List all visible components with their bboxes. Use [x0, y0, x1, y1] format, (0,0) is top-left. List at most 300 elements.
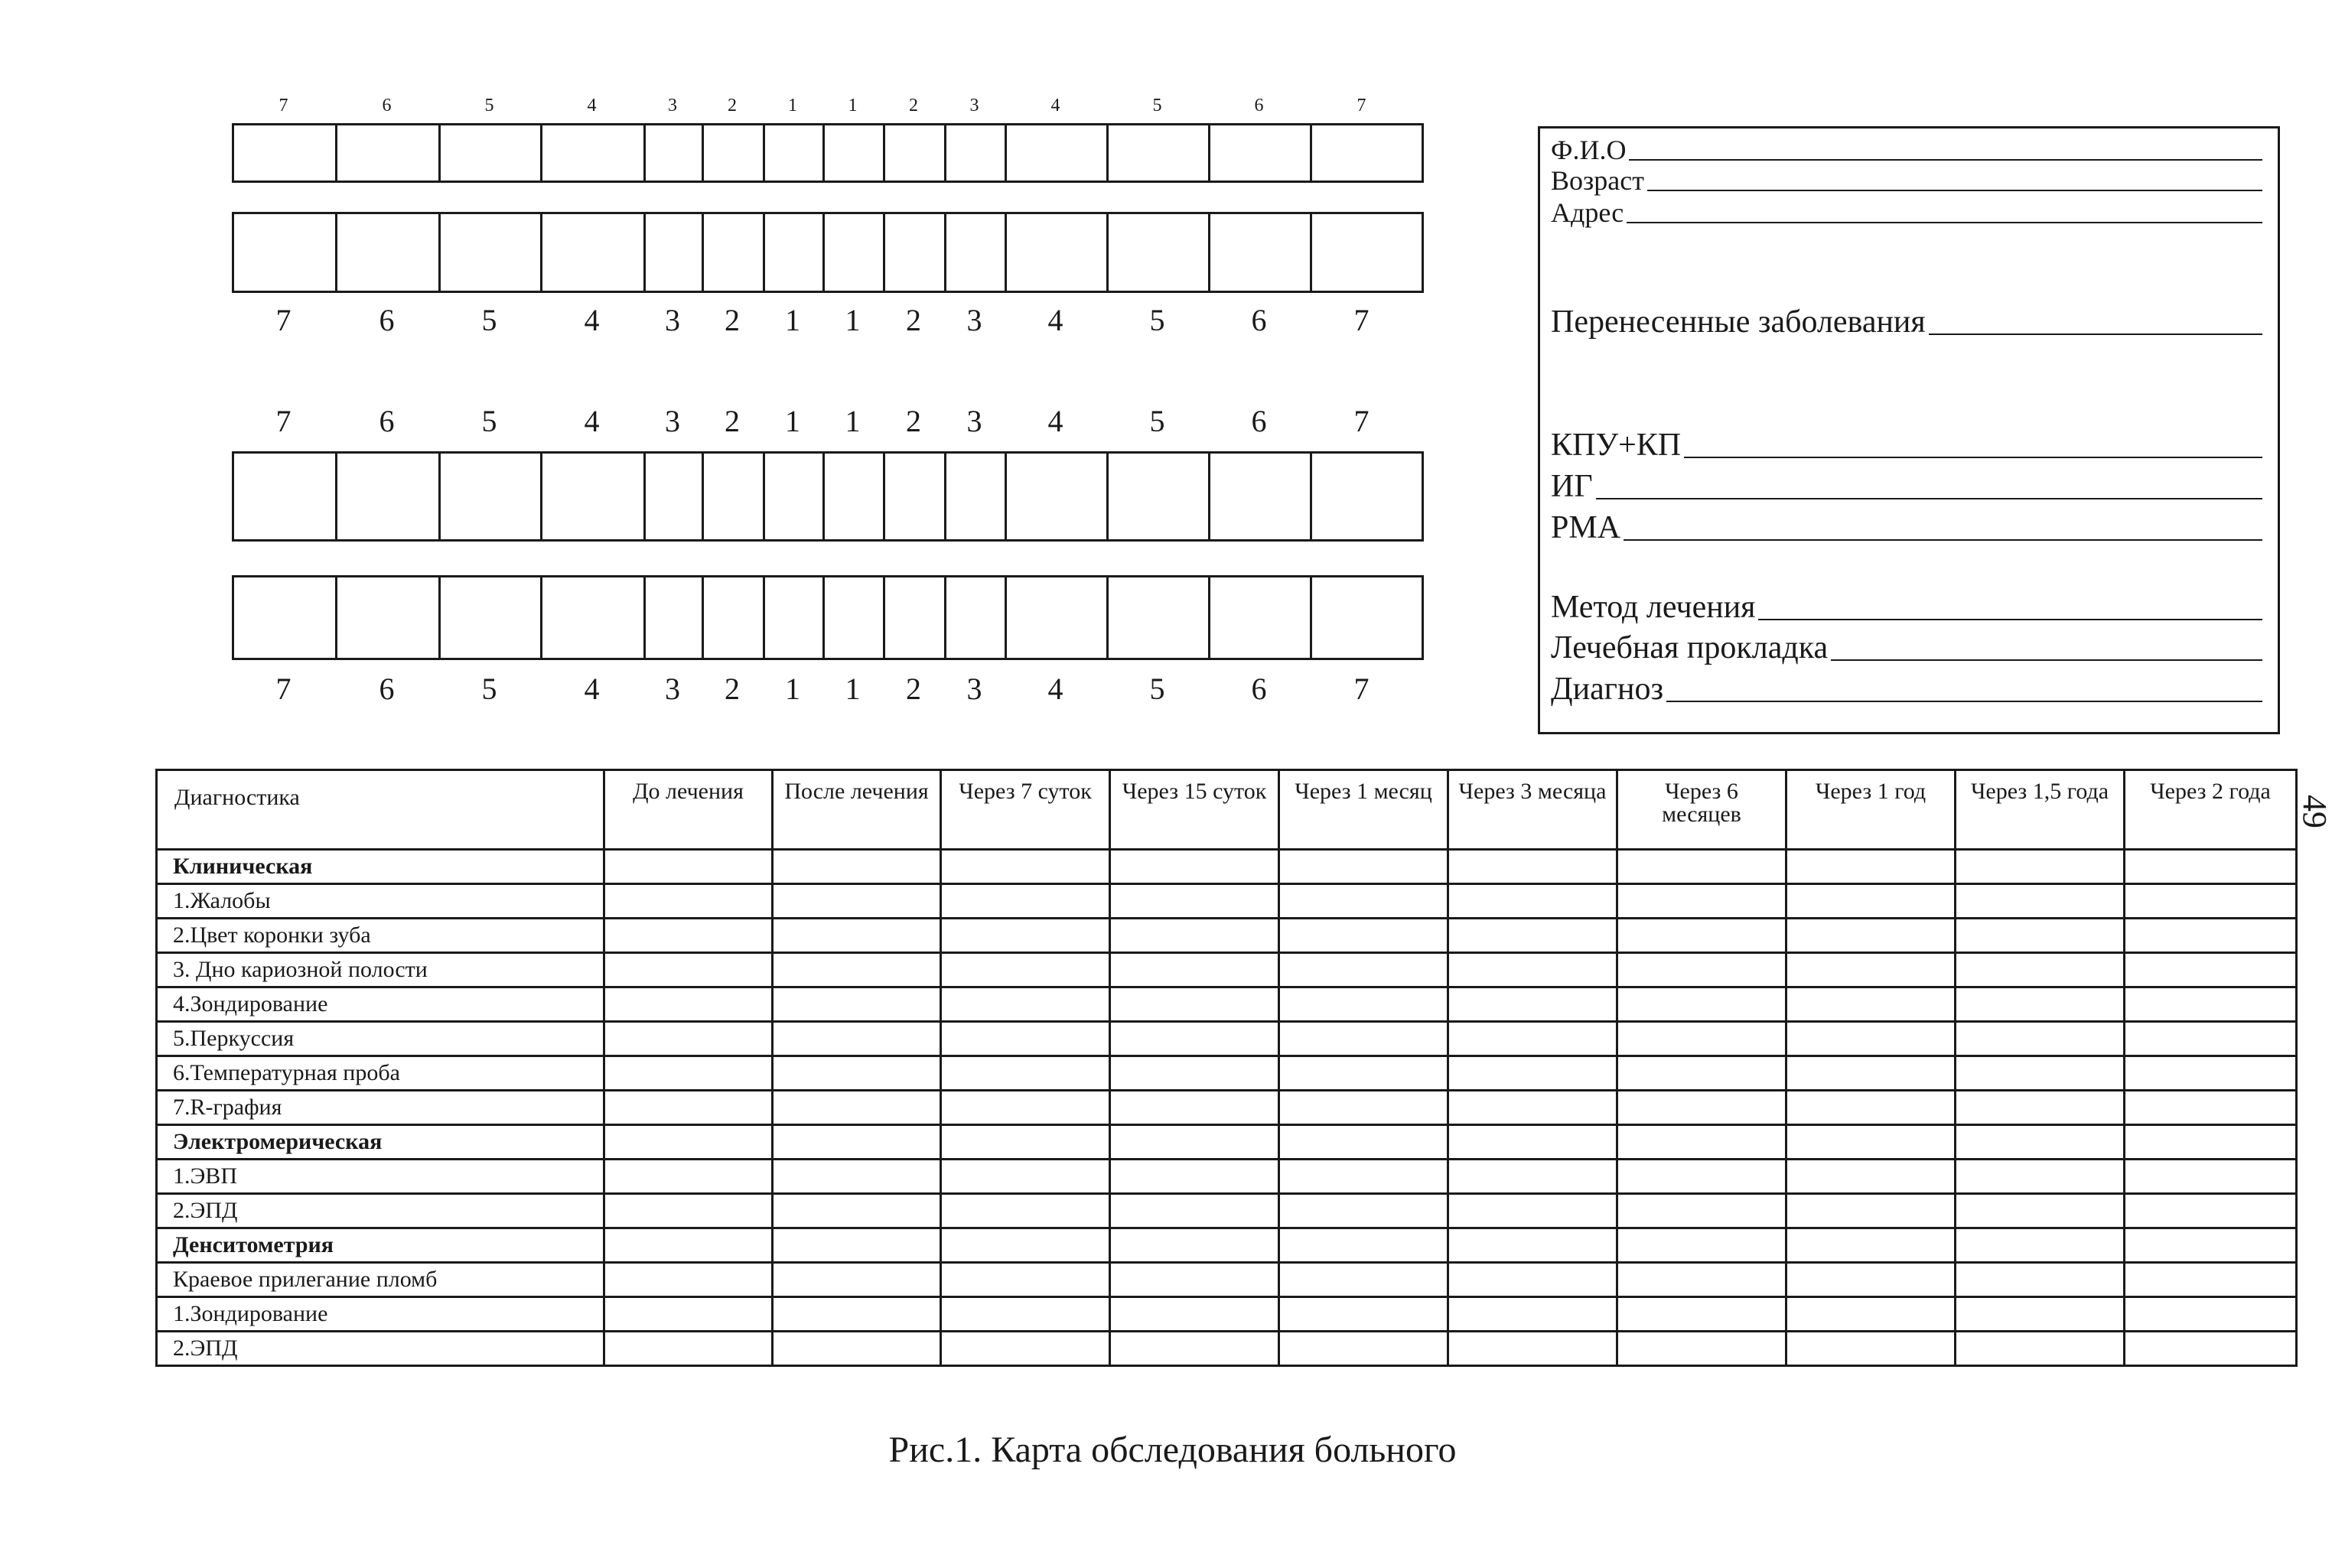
table-entry-cell[interactable] [1786, 1332, 1956, 1366]
tooth-number: 4 [584, 403, 600, 438]
table-entry-cell[interactable] [941, 1263, 1110, 1297]
tooth-number: 7 [1353, 403, 1370, 438]
tooth-cell[interactable] [885, 125, 946, 181]
table-entry-cell[interactable] [1279, 850, 1448, 884]
table-entry-cell[interactable] [1110, 1160, 1279, 1194]
table-entry-cell[interactable] [2125, 1332, 2297, 1366]
tooth-cell[interactable] [1312, 214, 1415, 291]
table-entry-cell[interactable] [1448, 987, 1617, 1022]
tooth-number: 5 [481, 403, 497, 438]
tooth-cell[interactable] [1007, 125, 1109, 181]
row-label: 3. Дно кариозной полости [157, 953, 604, 987]
tooth-number: 1 [785, 403, 800, 438]
tooth-cell[interactable] [1007, 577, 1109, 658]
tooth-number: 6 [1251, 671, 1267, 706]
tooth-cell[interactable] [1312, 577, 1415, 658]
method-line[interactable] [1758, 619, 2262, 620]
table-entry-cell[interactable] [604, 1022, 773, 1056]
tooth-cell[interactable] [704, 214, 765, 291]
table-entry-cell[interactable] [1110, 1091, 1279, 1125]
tooth-number: 4 [1050, 95, 1060, 115]
table-entry-cell[interactable] [2125, 1228, 2297, 1263]
tooth-number: 2 [725, 671, 740, 706]
table-entry-cell[interactable] [941, 1160, 1110, 1194]
table-entry-cell[interactable] [1786, 850, 1956, 884]
tooth-cell[interactable] [825, 454, 885, 539]
table-entry-cell[interactable] [1110, 1228, 1279, 1263]
tooth-number: 3 [665, 403, 680, 438]
table-entry-cell[interactable] [941, 1022, 1110, 1056]
table-entry-cell[interactable] [2125, 1160, 2297, 1194]
tooth-cell[interactable] [765, 214, 825, 291]
table-entry-cell[interactable] [941, 1125, 1110, 1160]
table-entry-cell[interactable] [1448, 1297, 1617, 1332]
table-entry-cell[interactable] [1110, 987, 1279, 1022]
table-entry-cell[interactable] [773, 1263, 941, 1297]
table-row [157, 884, 2297, 919]
table-entry-cell[interactable] [1617, 1332, 1786, 1366]
table-entry-cell[interactable] [1448, 850, 1617, 884]
tooth-cell[interactable] [337, 214, 441, 291]
tooth-cell[interactable] [825, 125, 885, 181]
tooth-cell[interactable] [946, 214, 1007, 291]
tooth-cell[interactable] [542, 125, 646, 181]
tooth-number: 5 [1149, 302, 1165, 337]
table-entry-cell[interactable] [2125, 1022, 2297, 1056]
table-entry-cell[interactable] [1279, 919, 1448, 953]
table-entry-cell[interactable] [941, 953, 1110, 987]
table-entry-cell[interactable] [1617, 1228, 1786, 1263]
tooth-cell[interactable] [1210, 214, 1312, 291]
tooth-cell[interactable] [234, 214, 337, 291]
row-label: 1.Жалобы [157, 884, 604, 919]
tooth-cell[interactable] [1007, 454, 1109, 539]
tooth-cell[interactable] [441, 214, 542, 291]
tooth-cell[interactable] [441, 577, 542, 658]
tooth-cell[interactable] [1312, 454, 1415, 539]
table-entry-cell[interactable] [604, 1160, 773, 1194]
table-header-cell: Через 1 месяц [1279, 770, 1448, 850]
table-header-cell: Диагностика [157, 770, 604, 850]
table-entry-cell[interactable] [1448, 1228, 1617, 1263]
tooth-cell[interactable] [337, 577, 441, 658]
table-entry-cell[interactable] [1617, 850, 1786, 884]
table-entry-cell[interactable] [1110, 953, 1279, 987]
tooth-numbers-row-3 [232, 398, 1422, 444]
table-entry-cell[interactable] [1110, 1332, 1279, 1366]
row-label: 2.ЭПД [157, 1194, 604, 1228]
table-entry-cell[interactable] [1448, 953, 1617, 987]
table-entry-cell[interactable] [1279, 1022, 1448, 1056]
tooth-number: 5 [481, 302, 497, 337]
table-entry-cell[interactable] [1110, 1194, 1279, 1228]
tooth-cell[interactable] [1312, 125, 1415, 181]
table-entry-cell[interactable] [1956, 1125, 2125, 1160]
table-entry-cell[interactable] [1279, 1297, 1448, 1332]
table-entry-cell[interactable] [941, 884, 1110, 919]
tooth-number: 2 [906, 671, 921, 706]
diagnosis-line[interactable] [1666, 701, 2262, 702]
table-entry-cell[interactable] [941, 1194, 1110, 1228]
table-entry-cell[interactable] [604, 1263, 773, 1297]
table-entry-cell[interactable] [1448, 1194, 1617, 1228]
table-entry-cell[interactable] [1617, 1091, 1786, 1125]
table-entry-cell[interactable] [773, 1297, 941, 1332]
tooth-cell[interactable] [825, 577, 885, 658]
table-entry-cell[interactable] [773, 1228, 941, 1263]
row-label: 4.Зондирование [157, 987, 604, 1022]
kpu-label: КПУ+КП [1551, 428, 1682, 463]
table-entry-cell[interactable] [604, 884, 773, 919]
age-line[interactable] [1647, 190, 2262, 191]
table-entry-cell[interactable] [2125, 953, 2297, 987]
table-entry-cell[interactable] [1617, 953, 1786, 987]
tooth-cell[interactable] [441, 125, 542, 181]
tooth-cell[interactable] [765, 454, 825, 539]
tooth-cell[interactable] [704, 454, 765, 539]
tooth-number: 6 [1254, 95, 1264, 115]
table-entry-cell[interactable] [773, 1022, 941, 1056]
tooth-cell[interactable] [1210, 125, 1312, 181]
table-entry-cell[interactable] [773, 987, 941, 1022]
tooth-cell[interactable] [1109, 454, 1210, 539]
table-entry-cell[interactable] [2125, 1056, 2297, 1091]
tooth-cell[interactable] [1007, 214, 1109, 291]
tooth-number: 3 [969, 95, 979, 115]
tooth-number: 1 [845, 302, 861, 337]
tooth-number: 1 [848, 95, 858, 115]
table-entry-cell[interactable] [941, 1091, 1110, 1125]
table-entry-cell[interactable] [1110, 1022, 1279, 1056]
table-entry-cell[interactable] [1786, 1297, 1956, 1332]
tooth-number: 7 [1357, 95, 1366, 115]
table-entry-cell[interactable] [1956, 1263, 2125, 1297]
table-entry-cell[interactable] [773, 919, 941, 953]
rma-line[interactable] [1624, 539, 2262, 541]
diagnosis-field [1551, 673, 2262, 705]
table-entry-cell[interactable] [2125, 1125, 2297, 1160]
table-entry-cell[interactable] [604, 850, 773, 884]
tooth-cell[interactable] [885, 214, 946, 291]
kpu-line[interactable] [1684, 457, 2262, 458]
table-entry-cell[interactable] [1448, 1022, 1617, 1056]
age-label: Возраст [1551, 165, 1644, 196]
table-entry-cell[interactable] [1279, 953, 1448, 987]
row-label: 2.Цвет коронки зуба [157, 919, 604, 953]
table-entry-cell[interactable] [941, 1228, 1110, 1263]
table-entry-cell[interactable] [1786, 1056, 1956, 1091]
table-entry-cell[interactable] [1956, 919, 2125, 953]
table-entry-cell[interactable] [1617, 1194, 1786, 1228]
ig-line[interactable] [1596, 498, 2262, 499]
tooth-number: 6 [379, 403, 395, 438]
tooth-number: 4 [584, 671, 600, 706]
table-entry-cell[interactable] [604, 1125, 773, 1160]
table-entry-cell[interactable] [773, 1332, 941, 1366]
tooth-number: 7 [275, 403, 291, 438]
tooth-numbers-top-small [232, 94, 1422, 117]
tooth-grid-row-4 [232, 575, 1424, 660]
tooth-number: 5 [1152, 95, 1162, 115]
table-entry-cell[interactable] [773, 1056, 941, 1091]
table-entry-cell[interactable] [1956, 1297, 2125, 1332]
table-entry-cell[interactable] [1279, 1263, 1448, 1297]
table-entry-cell[interactable] [1617, 1160, 1786, 1194]
pad-field [1551, 632, 2262, 664]
table-entry-cell[interactable] [773, 850, 941, 884]
row-label: 1.Зондирование [157, 1297, 604, 1332]
table-entry-cell[interactable] [773, 1194, 941, 1228]
table-row [157, 1228, 2297, 1263]
table-entry-cell[interactable] [1279, 1228, 1448, 1263]
pad-label: Лечебная прокладка [1551, 630, 1829, 665]
table-header-cell: Через 1,5 года [1956, 770, 2125, 850]
table-entry-cell[interactable] [2125, 1297, 2297, 1332]
tooth-number: 7 [278, 95, 288, 115]
table-header-cell: Через 7 суток [941, 770, 1110, 850]
tooth-number: 1 [785, 302, 800, 337]
table-entry-cell[interactable] [1786, 1091, 1956, 1125]
table-row [157, 1297, 2297, 1332]
table-entry-cell[interactable] [1786, 919, 1956, 953]
table-entry-cell[interactable] [2125, 1263, 2297, 1297]
tooth-number: 3 [668, 95, 677, 115]
diagnosis-label: Диагноз [1551, 672, 1664, 707]
table-entry-cell[interactable] [1279, 884, 1448, 919]
row-label: 6.Температурная проба [157, 1056, 604, 1091]
table-entry-cell[interactable] [1110, 1125, 1279, 1160]
table-entry-cell[interactable] [1617, 884, 1786, 919]
tooth-cell[interactable] [704, 577, 765, 658]
table-entry-cell[interactable] [1956, 953, 2125, 987]
figure-caption: Рис.1. Карта обследования больного [888, 1430, 1457, 1470]
tooth-number: 2 [906, 302, 921, 337]
table-entry-cell[interactable] [1786, 1194, 1956, 1228]
tooth-number: 6 [379, 302, 395, 337]
table-entry-cell[interactable] [941, 850, 1110, 884]
tooth-cell[interactable] [1210, 577, 1312, 658]
table-entry-cell[interactable] [604, 1091, 773, 1125]
tooth-number: 4 [1047, 403, 1063, 438]
table-entry-cell[interactable] [1617, 1056, 1786, 1091]
tooth-cell[interactable] [765, 577, 825, 658]
table-entry-cell[interactable] [773, 884, 941, 919]
tooth-cell[interactable] [1109, 577, 1210, 658]
diseases-line[interactable] [1929, 333, 2262, 335]
table-entry-cell[interactable] [1956, 1056, 2125, 1091]
tooth-number: 3 [665, 671, 680, 706]
table-entry-cell[interactable] [1279, 1125, 1448, 1160]
tooth-number: 3 [966, 671, 982, 706]
table-entry-cell[interactable] [2125, 987, 2297, 1022]
table-row [157, 1194, 2297, 1228]
table-entry-cell[interactable] [1448, 1091, 1617, 1125]
table-entry-cell[interactable] [604, 919, 773, 953]
table-entry-cell[interactable] [1956, 1022, 2125, 1056]
table-row [157, 1332, 2297, 1366]
tooth-cell[interactable] [337, 125, 441, 181]
table-entry-cell[interactable] [1448, 919, 1617, 953]
tooth-cell[interactable] [441, 454, 542, 539]
table-entry-cell[interactable] [1956, 1332, 2125, 1366]
pad-line[interactable] [1831, 659, 2262, 661]
table-entry-cell[interactable] [604, 1056, 773, 1091]
table-row [157, 953, 2297, 987]
tooth-cell[interactable] [646, 214, 704, 291]
table-entry-cell[interactable] [1617, 1263, 1786, 1297]
table-entry-cell[interactable] [1448, 1125, 1617, 1160]
table-entry-cell[interactable] [604, 987, 773, 1022]
table-entry-cell[interactable] [2125, 919, 2297, 953]
fio-line[interactable] [1629, 159, 2262, 161]
table-entry-cell[interactable] [1279, 1160, 1448, 1194]
table-entry-cell[interactable] [604, 1332, 773, 1366]
table-entry-cell[interactable] [1617, 919, 1786, 953]
fio-label: Ф.И.О [1551, 135, 1627, 165]
tooth-number: 3 [966, 302, 982, 337]
table-entry-cell[interactable] [1279, 1194, 1448, 1228]
table-entry-cell[interactable] [1956, 1091, 2125, 1125]
table-entry-cell[interactable] [2125, 884, 2297, 919]
address-line[interactable] [1627, 222, 2262, 223]
tooth-number: 1 [845, 403, 861, 438]
tooth-cell[interactable] [946, 577, 1007, 658]
table-entry-cell[interactable] [1279, 1091, 1448, 1125]
table-entry-cell[interactable] [1617, 1022, 1786, 1056]
table-entry-cell[interactable] [1448, 1160, 1617, 1194]
table-entry-cell[interactable] [773, 953, 941, 987]
table-row [157, 1091, 2297, 1125]
table-entry-cell[interactable] [773, 1091, 941, 1125]
tooth-cell[interactable] [646, 577, 704, 658]
table-entry-cell[interactable] [604, 1194, 773, 1228]
table-entry-cell[interactable] [941, 987, 1110, 1022]
tooth-number: 7 [275, 671, 291, 706]
row-label: 7.R-графия [157, 1091, 604, 1125]
tooth-grid-row-3 [232, 451, 1424, 542]
table-entry-cell[interactable] [1110, 884, 1279, 919]
row-label: Краевое прилегание пломб [157, 1263, 604, 1297]
table-header-cell: Через 2 года [2125, 770, 2297, 850]
tooth-cell[interactable] [234, 454, 337, 539]
tooth-cell[interactable] [646, 454, 704, 539]
table-entry-cell[interactable] [1786, 1022, 1956, 1056]
table-entry-cell[interactable] [1617, 987, 1786, 1022]
tooth-number: 2 [725, 302, 740, 337]
patient-info-box [1538, 126, 2280, 734]
table-header-cell: Через 6 месяцев [1617, 770, 1786, 850]
table-row [157, 1022, 2297, 1056]
table-entry-cell[interactable] [1956, 1228, 2125, 1263]
table-entry-cell[interactable] [1448, 1263, 1617, 1297]
table-entry-cell[interactable] [1786, 1125, 1956, 1160]
tooth-cell[interactable] [1109, 214, 1210, 291]
table-entry-cell[interactable] [773, 1125, 941, 1160]
table-entry-cell[interactable] [941, 1332, 1110, 1366]
tooth-cell[interactable] [825, 214, 885, 291]
table-entry-cell[interactable] [1110, 1263, 1279, 1297]
tooth-cell[interactable] [542, 454, 646, 539]
row-label: Электромерическая [157, 1125, 604, 1160]
diseases-label: Перенесенные заболевания [1551, 304, 1926, 340]
table-entry-cell[interactable] [2125, 1194, 2297, 1228]
table-entry-cell[interactable] [1786, 1160, 1956, 1194]
address-field [1551, 199, 2262, 226]
tooth-cell[interactable] [234, 125, 337, 181]
table-entry-cell[interactable] [1956, 987, 2125, 1022]
table-entry-cell[interactable] [1786, 953, 1956, 987]
table-entry-cell[interactable] [941, 919, 1110, 953]
row-label: Клиническая [157, 850, 604, 884]
table-entry-cell[interactable] [941, 1297, 1110, 1332]
tooth-number: 2 [906, 403, 921, 438]
table-entry-cell[interactable] [1956, 1160, 2125, 1194]
table-entry-cell[interactable] [1110, 1056, 1279, 1091]
table-entry-cell[interactable] [1786, 884, 1956, 919]
table-entry-cell[interactable] [1617, 1297, 1786, 1332]
tooth-cell[interactable] [1210, 454, 1312, 539]
tooth-cell[interactable] [542, 577, 646, 658]
tooth-number: 5 [1149, 671, 1165, 706]
tooth-cell[interactable] [1109, 125, 1210, 181]
method-label: Метод лечения [1551, 590, 1756, 625]
table-entry-cell[interactable] [604, 1228, 773, 1263]
tooth-grid-row-2 [232, 212, 1424, 293]
tooth-cell[interactable] [765, 125, 825, 181]
tooth-cell[interactable] [704, 125, 765, 181]
tooth-number: 4 [1047, 671, 1063, 706]
tooth-number: 1 [845, 671, 861, 706]
table-header-cell: Через 3 месяца [1448, 770, 1617, 850]
table-entry-cell[interactable] [773, 1160, 941, 1194]
table-entry-cell[interactable] [2125, 850, 2297, 884]
tooth-cell[interactable] [885, 454, 946, 539]
table-entry-cell[interactable] [2125, 1091, 2297, 1125]
table-entry-cell[interactable] [1617, 1125, 1786, 1160]
tooth-cell[interactable] [946, 454, 1007, 539]
table-row [157, 1160, 2297, 1194]
table-entry-cell[interactable] [1279, 1332, 1448, 1366]
tooth-number: 3 [966, 403, 982, 438]
table-entry-cell[interactable] [1448, 884, 1617, 919]
table-entry-cell[interactable] [1448, 1056, 1617, 1091]
table-entry-cell[interactable] [1110, 1297, 1279, 1332]
table-entry-cell[interactable] [1110, 850, 1279, 884]
table-entry-cell[interactable] [604, 1297, 773, 1332]
tooth-cell[interactable] [542, 214, 646, 291]
tooth-cell[interactable] [234, 577, 337, 658]
tooth-cell[interactable] [946, 125, 1007, 181]
tooth-number: 2 [725, 403, 740, 438]
table-entry-cell[interactable] [604, 953, 773, 987]
table-entry-cell[interactable] [1786, 1228, 1956, 1263]
table-entry-cell[interactable] [1786, 987, 1956, 1022]
ig-field [1551, 470, 2262, 503]
table-entry-cell[interactable] [1279, 1056, 1448, 1091]
table-entry-cell[interactable] [1956, 1194, 2125, 1228]
table-entry-cell[interactable] [1448, 1332, 1617, 1366]
table-entry-cell[interactable] [1786, 1263, 1956, 1297]
age-field [1551, 167, 2262, 194]
tooth-cell[interactable] [646, 125, 704, 181]
table-entry-cell[interactable] [1956, 850, 2125, 884]
table-entry-cell[interactable] [1279, 987, 1448, 1022]
table-entry-cell[interactable] [1956, 884, 2125, 919]
table-entry-cell[interactable] [941, 1056, 1110, 1091]
table-entry-cell[interactable] [1110, 919, 1279, 953]
tooth-cell[interactable] [337, 454, 441, 539]
tooth-cell[interactable] [885, 577, 946, 658]
